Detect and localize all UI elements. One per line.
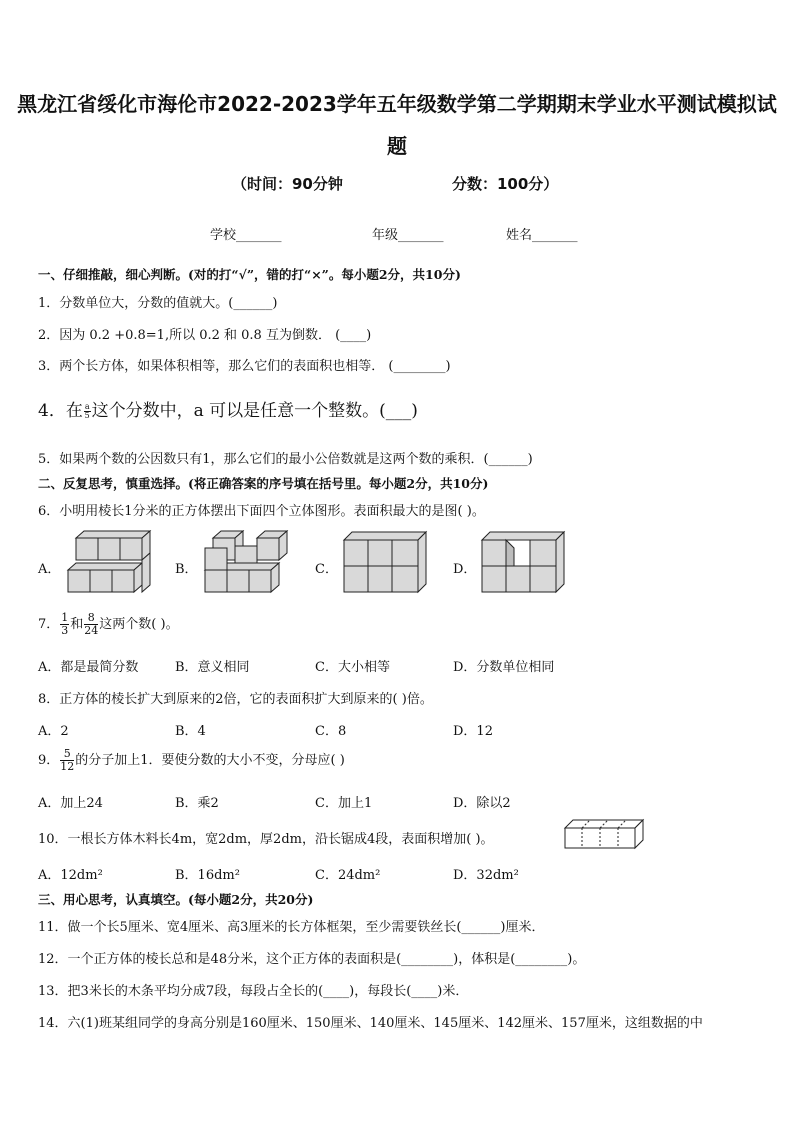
fraction-numerator: 5 [60,748,74,761]
q7-option-a: A．都是最简分数 [38,660,139,675]
question-1: 1．分数单位大，分数的值就大。(______) [38,296,278,311]
section-3-heading: 三、用心思考，认真填空。(每小题2分，共20分) [38,892,314,907]
school-field: 学校_______ [210,228,282,243]
fraction-denominator: 12 [60,760,75,773]
cube-figure-d [478,530,568,604]
question-7-mid: 和 [70,617,84,632]
question-7-before: 7． [38,617,60,632]
q7-option-c: C．大小相等 [315,660,390,675]
question-9 [38,748,345,773]
name-field: 姓名_______ [506,228,578,243]
q9-option-c: C．加上1 [315,796,373,811]
question-12: 12．一个正方体的棱长总和是48分米，这个正方体的表面积是(________)，体积是(________)。 [38,952,586,967]
q9-option-d: D．除以2 [453,796,511,811]
q7-option-b: B．意义相同 [175,660,250,675]
q10-option-a: A．12dm² [38,868,103,883]
question-14: 14．六(1)班某组同学的身高分别是160厘米、150厘米、140厘米、145厘米、142厘米、157厘米，这组数据的中 [38,1016,703,1031]
question-8: 8．正方体的棱长扩大到原来的2倍，它的表面积扩大到原来的( )倍。 [38,692,433,707]
q6-option-b-label: B． [175,562,198,577]
page-title-continued: 题 [387,134,407,158]
question-7 [38,612,179,637]
question-5: 5．如果两个数的公因数只有1，那么它们的最小公倍数就是这两个数的乘积．(______) [38,452,533,467]
q8-option-a: A．2 [38,724,69,739]
cube-figure-a [66,530,156,604]
q9-option-a: A．加上24 [38,796,103,811]
question-4 [38,396,418,421]
page-title: 黑龙江省绥化市海伦市2022-2023学年五年级数学第二学期期末学业水平测试模拟试 [17,92,777,116]
fraction-denominator: 3 [61,624,69,637]
question-4-after: 这个分数中，a 可以是任意一个整数。(___) [91,401,418,421]
cube-figure-b [203,530,293,604]
fraction-a-over-5 [84,403,91,420]
question-2: 2．因为 0.2 +0.8=1,所以 0.2 和 0.8 互为倒数． (____) [38,328,372,343]
question-13: 13．把3米长的木条平均分成7段，每段占全长的(____)，每段长(____)米． [38,984,469,999]
grade-field: 年级_______ [372,228,444,243]
fraction-numerator: 8 [84,612,98,625]
question-9-after: 的分子加上1．要使分数的大小不变，分母应( ) [75,753,345,768]
fraction-denominator: 5 [84,411,90,420]
question-11: 11．做一个长5厘米、宽4厘米、高3厘米的长方体框架，至少需要铁丝长(______)厘米． [38,920,545,935]
cube-figure-c [340,530,430,604]
question-4-before: 4．在 [38,401,83,421]
q6-option-c-label: C． [315,562,338,577]
question-6: 6．小明用棱长1分米的正方体摆出下面四个立体图形。表面积最大的是图( )。 [38,504,485,519]
question-3: 3．两个长方体，如果体积相等，那么它们的表面积也相等． (________) [38,359,451,374]
section-2-heading: 二、反复思考，慎重选择。(将正确答案的序号填在括号里。每小题2分，共10分) [38,476,489,491]
fraction-1-over-3 [60,612,69,637]
q10-option-c: C．24dm² [315,868,381,883]
q8-option-d: D．12 [453,724,493,739]
q8-option-b: B．4 [175,724,206,739]
question-9-before: 9． [38,753,60,768]
fraction-numerator: 1 [61,611,69,624]
fraction-numerator: a [84,402,90,411]
q6-option-a-label: A． [38,562,61,577]
q9-option-b: B．乘2 [175,796,219,811]
fraction-5-over-12 [60,748,74,773]
exam-time: （时间：90分钟 [232,175,343,193]
q8-option-c: C．8 [315,724,347,739]
question-10: 10．一根长方体木料长4m，宽2dm，厚2dm，沿长锯成4段，表面积增加( )。 [38,832,494,847]
fraction-8-over-24 [84,612,98,637]
q6-option-d-label: D． [453,562,477,577]
exam-score: 分数：100分） [452,175,559,193]
section-1-heading: 一、仔细推敲，细心判断。(对的打“√”，错的打“×”。每小题2分，共10分) [38,267,461,282]
q7-option-d: D．分数单位相同 [453,660,555,675]
q10-option-d: D．32dm² [453,868,519,883]
fraction-denominator: 24 [84,624,99,637]
q10-option-b: B．16dm² [175,868,240,883]
question-7-after: 这两个数( )。 [99,617,179,632]
wood-beam-figure [562,818,646,852]
